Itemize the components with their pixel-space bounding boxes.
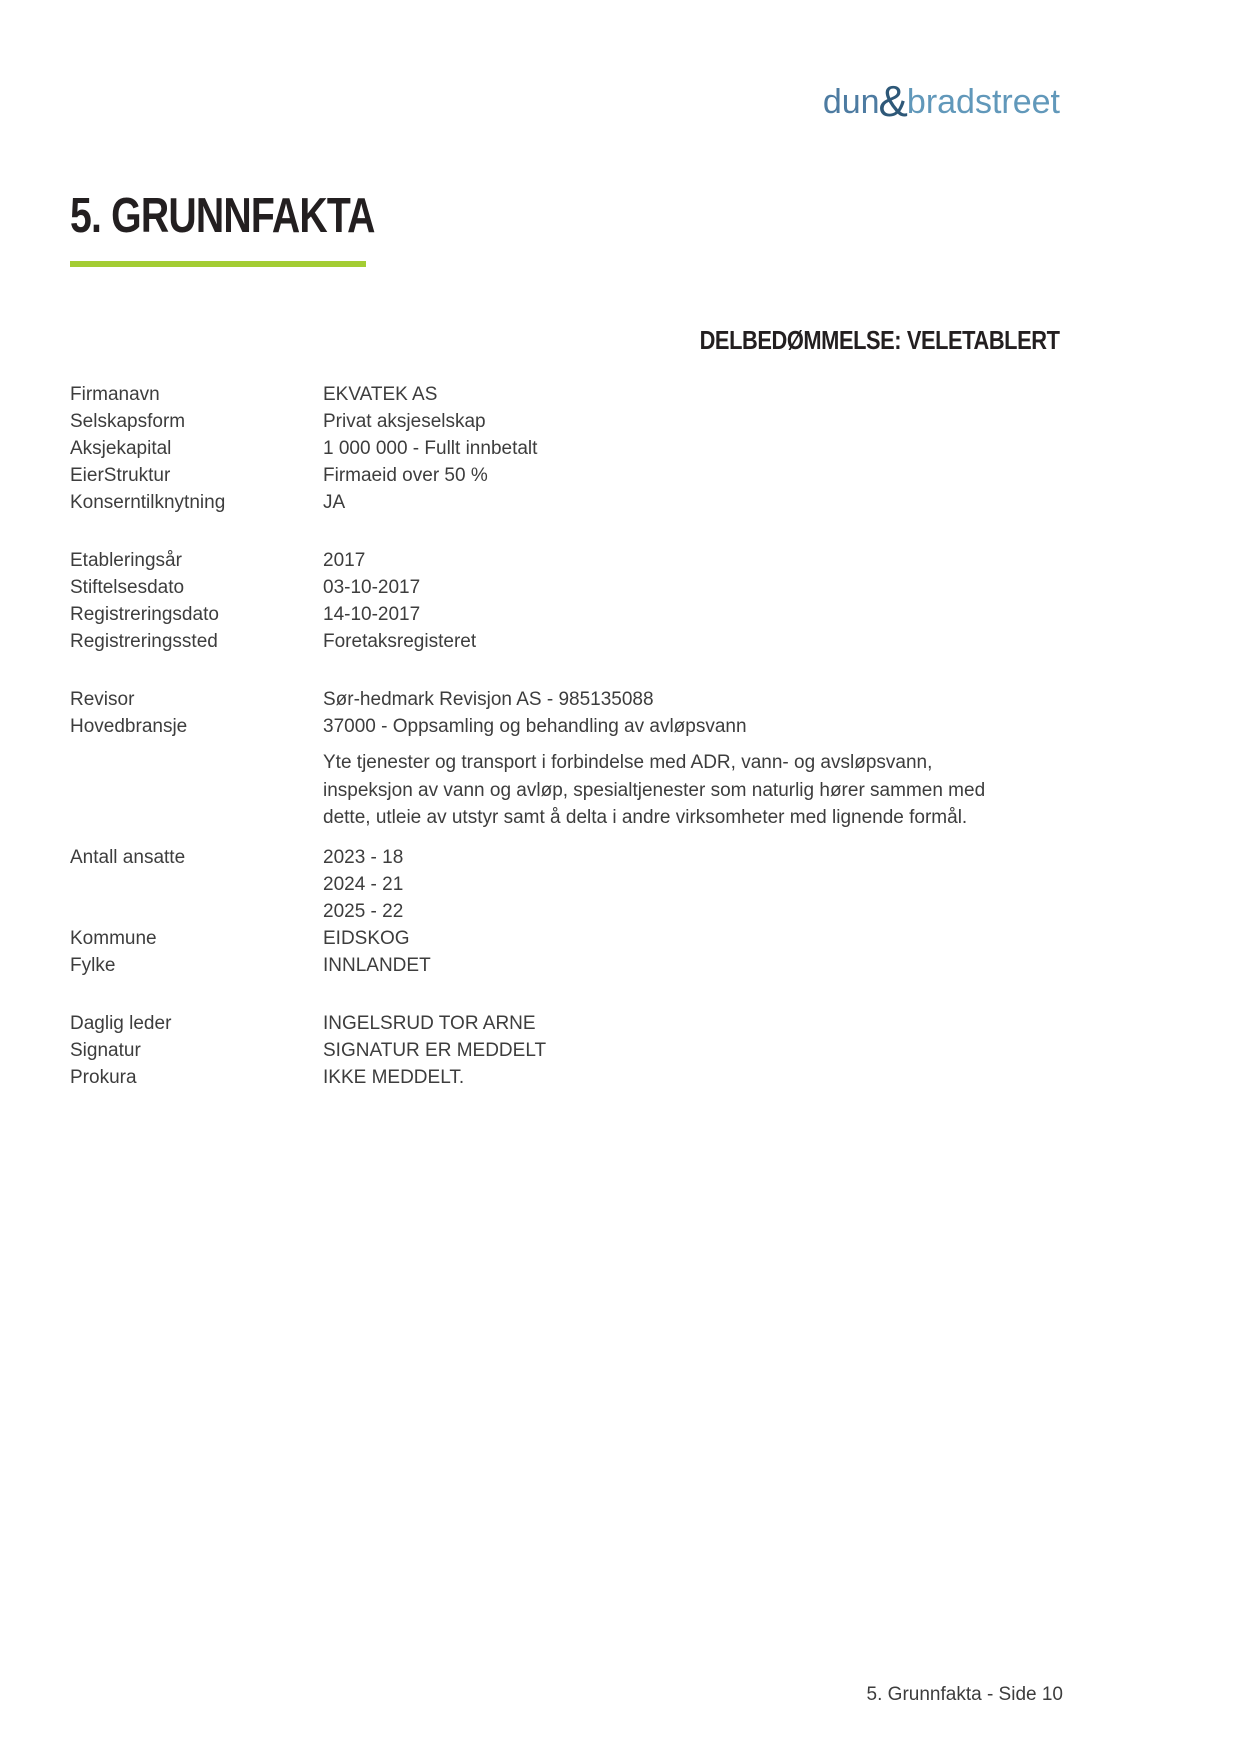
fact-row xyxy=(70,601,1065,628)
fact-value: 1 000 000 - Fullt innbetalt xyxy=(323,438,538,459)
facts-section-management xyxy=(70,1010,1065,1091)
fact-row xyxy=(70,547,1065,574)
fact-row xyxy=(70,686,1065,713)
fact-label: Kommune xyxy=(70,927,157,949)
fact-value: INNLANDET xyxy=(323,954,431,976)
fact-row xyxy=(70,628,1065,655)
logo-dun-text: dun xyxy=(822,83,880,121)
fact-value: JA xyxy=(323,492,346,513)
fact-label: Fylke xyxy=(70,954,116,976)
fact-value: EKVATEK AS xyxy=(323,384,438,405)
assessment-heading: DELBEDØMMELSE: VELETABLERT xyxy=(700,325,1060,355)
page-title: 5. GRUNNFAKTA xyxy=(70,189,375,243)
facts-section-location xyxy=(70,925,1065,979)
employees-year-value: 2023 - 18 xyxy=(323,846,404,868)
dun-bradstreet-logo xyxy=(822,77,1060,126)
employees-year-value: 2024 - 21 xyxy=(323,873,404,895)
fact-value: Privat aksjeselskap xyxy=(323,411,486,432)
employees-year-value: 2025 - 22 xyxy=(323,900,404,922)
fact-row xyxy=(70,435,1065,462)
fact-value: 03-10-2017 xyxy=(323,577,421,598)
fact-value: 2017 xyxy=(323,550,366,571)
logo-ampersand-icon: & xyxy=(878,77,908,126)
fact-row xyxy=(70,408,1065,435)
fact-label: EierStruktur xyxy=(70,465,171,486)
fact-value: SIGNATUR ER MEDDELT xyxy=(323,1039,547,1061)
fact-label: Selskapsform xyxy=(70,411,186,432)
fact-label: Firmanavn xyxy=(70,384,160,405)
fact-value: 14-10-2017 xyxy=(323,604,421,625)
fact-row xyxy=(70,381,1065,408)
page-footer: 5. Grunnfakta - Side 10 xyxy=(866,1684,1063,1705)
facts-list xyxy=(70,381,1065,1091)
fact-label: Registreringsdato xyxy=(70,604,219,625)
fact-label: Registreringssted xyxy=(70,631,218,652)
fact-row xyxy=(70,574,1065,601)
fact-value: 37000 - Oppsamling og behandling av avløpsvann xyxy=(323,716,747,737)
fact-label: Etableringsår xyxy=(70,550,182,571)
fact-label: Prokura xyxy=(70,1066,137,1088)
fact-value: Firmaeid over 50 % xyxy=(323,465,488,486)
employees-values xyxy=(323,844,1065,925)
logo-bradstreet-text: bradstreet xyxy=(906,83,1060,121)
facts-section-identity xyxy=(70,381,1065,516)
fact-value: IKKE MEDDELT. xyxy=(323,1066,465,1088)
fact-value: INGELSRUD TOR ARNE xyxy=(323,1012,536,1034)
employees-row xyxy=(70,844,1065,925)
fact-row xyxy=(70,1010,1065,1037)
fact-label: Daglig leder xyxy=(70,1012,172,1034)
fact-label: Signatur xyxy=(70,1039,141,1061)
fact-label: Hovedbransje xyxy=(70,716,188,737)
fact-row xyxy=(70,1064,1065,1091)
fact-label: Antall ansatte xyxy=(70,846,186,868)
fact-label: Konserntilknytning xyxy=(70,492,226,513)
fact-row xyxy=(70,952,1065,979)
fact-value: EIDSKOG xyxy=(323,927,410,949)
facts-section-registration xyxy=(70,547,1065,655)
fact-row xyxy=(70,925,1065,952)
fact-value: Foretaksregisteret xyxy=(323,631,477,652)
fact-row xyxy=(70,489,1065,516)
title-underline-rule xyxy=(70,261,366,267)
fact-row xyxy=(70,713,1065,740)
fact-label: Revisor xyxy=(70,689,135,710)
fact-row xyxy=(70,1037,1065,1064)
business-description: Yte tjenester og transport i forbindelse med ADR, vann- og avsløpsvann, inspeksjon av vann og avløp, spesialtjenester som naturlig hører sammen med dette, utleie av utstyr samt å delta i andre virksomheter med lignende formål. xyxy=(323,752,986,828)
fact-row xyxy=(70,462,1065,489)
fact-label: Stiftelsesdato xyxy=(70,577,185,598)
fact-label: Aksjekapital xyxy=(70,438,172,459)
facts-section-business xyxy=(70,686,1065,740)
fact-value: Sør-hedmark Revisjon AS - 985135088 xyxy=(323,689,654,710)
